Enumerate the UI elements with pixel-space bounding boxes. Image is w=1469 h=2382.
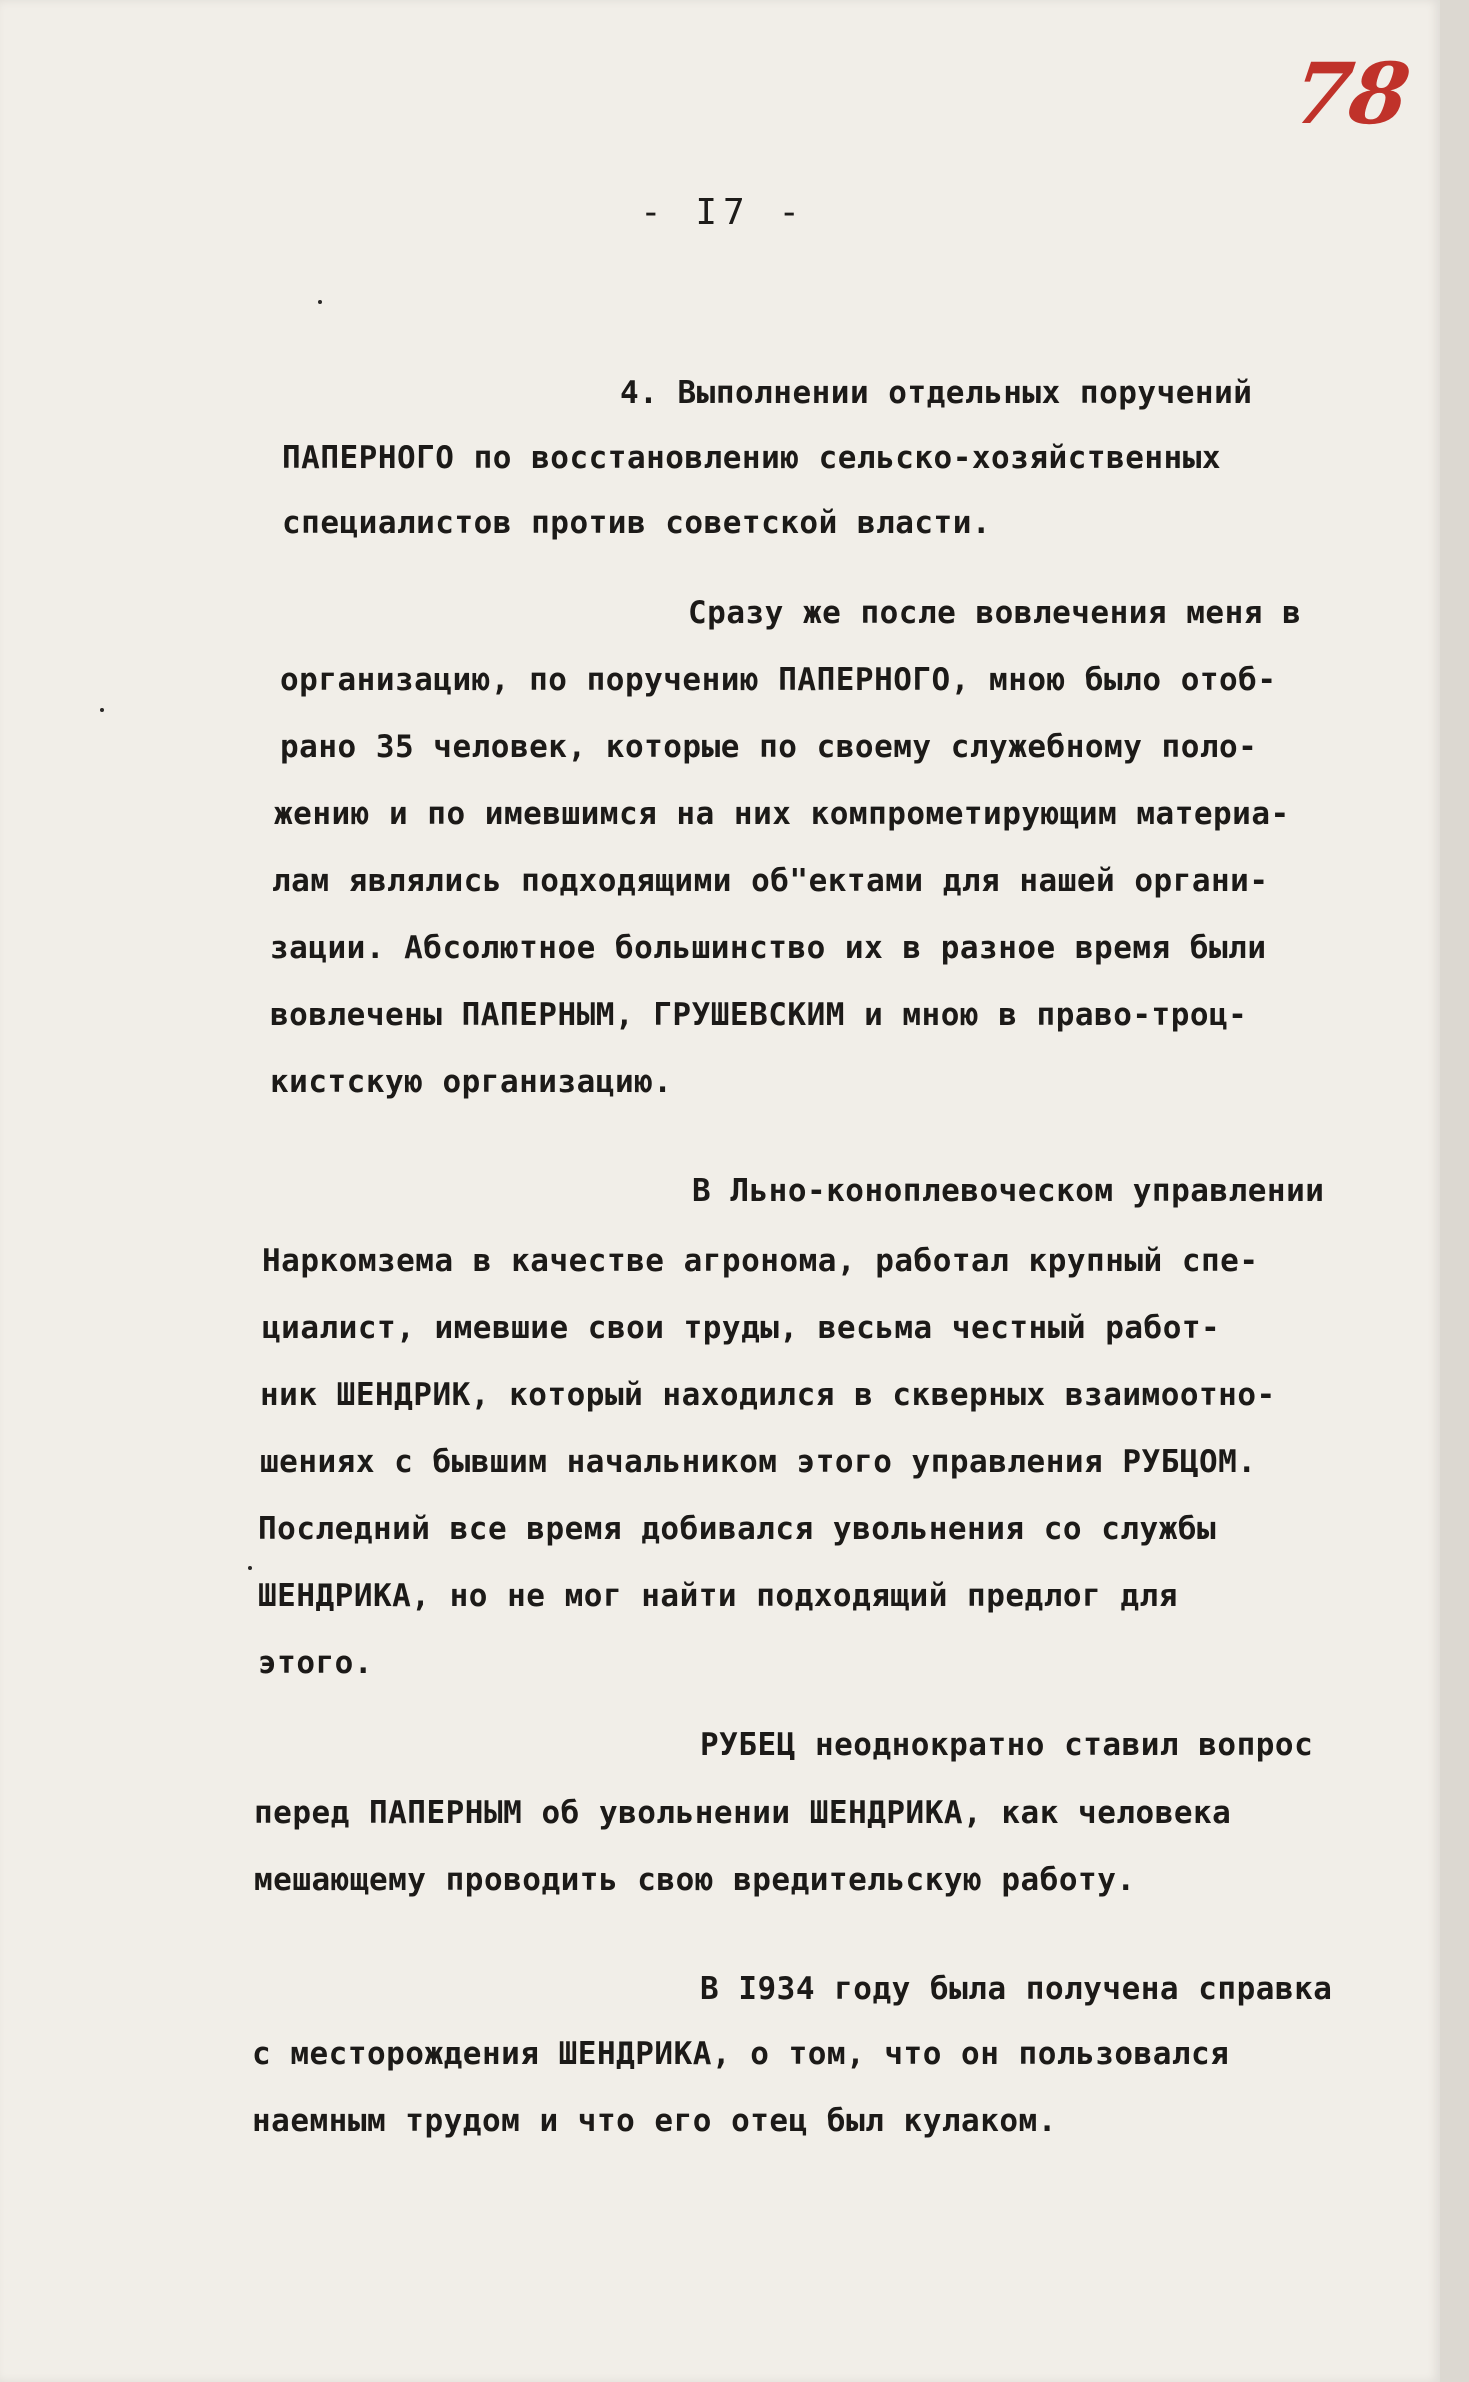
ink-speck	[318, 300, 322, 304]
text-line: Сразу же после вовлечения меня в	[688, 595, 1302, 631]
text-line: циалист, имевшие свои труды, весьма честный работ-	[262, 1310, 1221, 1346]
text-line: шениях с бывшим начальником этого управления РУБЦОМ.	[260, 1444, 1257, 1480]
text-line: наемным трудом и что его отец был кулаком.	[252, 2103, 1057, 2139]
text-line: кистскую организацию.	[270, 1064, 673, 1100]
text-line: перед ПАПЕРНЫМ об увольнении ШЕНДРИКА, как человека	[254, 1795, 1232, 1831]
text-line: 4. Выполнении отдельных поручений	[620, 375, 1253, 411]
archive-folio-number: 78	[1287, 44, 1414, 143]
page-number: - I7 -	[640, 192, 807, 233]
text-line: В I934 году была получена справка	[700, 1971, 1333, 2007]
text-line: ШЕНДРИКА, но не мог найти подходящий предлог для	[258, 1578, 1178, 1614]
text-line: организацию, по поручению ПАПЕРНОГО, мною было отоб-	[280, 662, 1277, 698]
text-line: зации. Абсолютное большинство их в разное время были	[270, 930, 1267, 966]
text-line: мешающему проводить свою вредительскую работу.	[254, 1862, 1136, 1898]
page-edge	[1440, 0, 1469, 2382]
text-line: Наркомзема в качестве агронома, работал крупный спе-	[262, 1243, 1259, 1279]
text-line: РУБЕЦ неоднократно ставил вопрос	[700, 1727, 1314, 1763]
text-line: ПАПЕРНОГО по восстановлению сельско-хозяйственных	[282, 440, 1222, 476]
text-line: В Льно-коноплевоческом управлении	[692, 1173, 1325, 1209]
text-line: рано 35 человек, которые по своему служебному поло-	[280, 729, 1258, 765]
text-line: жению и по имевшимся на них компрометирующим материа-	[274, 796, 1290, 832]
text-line: этого.	[258, 1645, 373, 1681]
text-line: специалистов против советской власти.	[282, 505, 992, 541]
text-line: вовлечены ПАПЕРНЫМ, ГРУШЕВСКИМ и мною в право-троц-	[270, 997, 1248, 1033]
text-line: Последний все время добивался увольнения со службы	[258, 1511, 1217, 1547]
text-line: лам являлись подходящими об"ектами для нашей органи-	[272, 863, 1269, 899]
text-line: ник ШЕНДРИК, который находился в скверных взаимоотно-	[260, 1377, 1276, 1413]
ink-speck	[100, 708, 104, 712]
ink-speck	[248, 1566, 252, 1570]
text-line: с месторождения ШЕНДРИКА, о том, что он пользовался	[252, 2036, 1230, 2072]
